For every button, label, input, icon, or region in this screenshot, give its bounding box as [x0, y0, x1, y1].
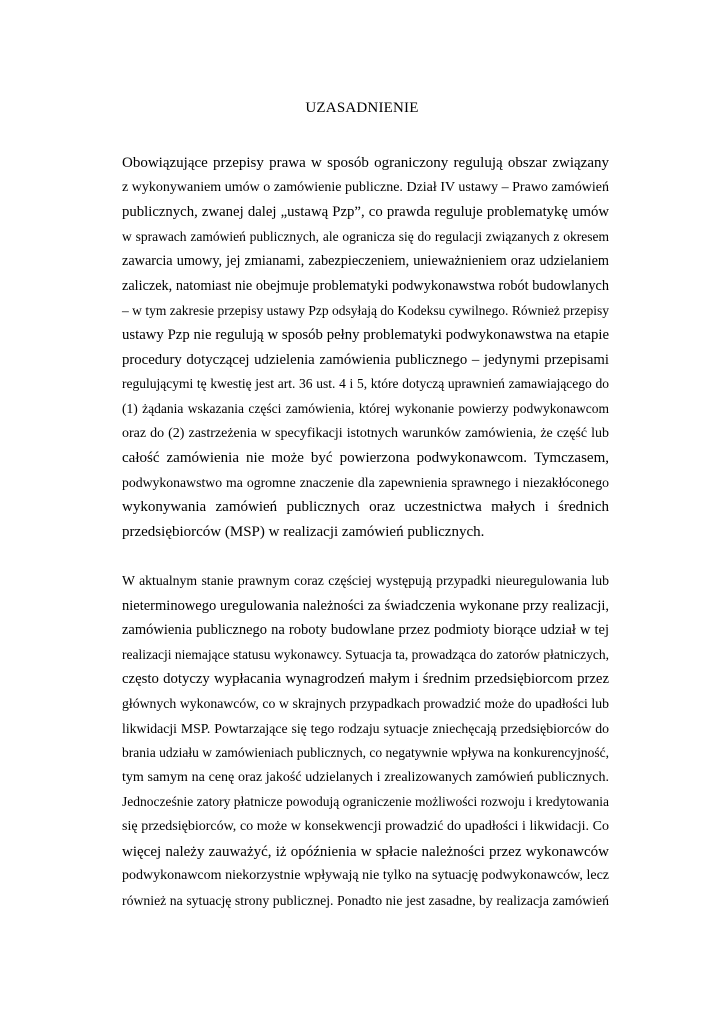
text-line: przedsiębiorców (MSP) w realizacji zamówień publicznych.	[122, 523, 485, 540]
text-line: w sprawach zamówień publicznych, ale ogranicza się do regulacji związanych z okresem	[122, 228, 609, 244]
text-line: podwykonawcom niekorzystnie wpływają nie tylko na sytuację podwykonawców, lecz	[122, 868, 609, 884]
text-line: z wykonywaniem umów o zamówienie publiczne. Dział IV ustawy – Prawo zamówień	[122, 179, 609, 195]
text-line: podwykonawstwo ma ogromne znaczenie dla zapewnienia sprawnego i niezakłóconego	[122, 474, 609, 490]
text-line: brania udziału w zamówieniach publicznych, co negatywnie wpływa na konkurencyjność,	[122, 745, 609, 761]
text-line: Obowiązujące przepisy prawa w sposób ograniczony regulują obszar związany	[122, 155, 609, 171]
text-line: – w tym zakresie przepisy ustawy Pzp odsyłają do Kodeksu cywilnego. Również przepisy	[122, 302, 609, 318]
text-line: więcej należy zauważyć, iż opóźnienia w spłacie należności przez wykonawców	[122, 843, 609, 860]
text-line: zawarcia umowy, jej zmianami, zabezpieczeniem, unieważnieniem oraz udzielaniem	[122, 253, 609, 270]
text-line: regulującymi tę kwestię jest art. 36 ust. 4 i 5, które dotyczą uprawnień zamawiającego do	[122, 376, 609, 392]
text-line: ustawy Pzp nie regulują w sposób pełny problematyki podwykonawstwa na etapie	[122, 327, 609, 344]
document-title: UZASADNIENIE	[305, 100, 419, 116]
text-line: realizacji niemające statusu wykonawcy. Sytuacja ta, prowadząca do zatorów płatniczych,	[122, 646, 609, 662]
text-line: procedury dotyczącej udzielenia zamówienia publicznego – jedynymi przepisami	[122, 351, 609, 368]
paragraph-2	[122, 572, 609, 916]
text-line: zaliczek, natomiast nie obejmuje problematyki podwykonawstwa robót budowlanych	[122, 277, 609, 294]
text-line: zamówienia publicznego na roboty budowlane przez podmioty biorące udział w tej	[122, 622, 609, 639]
text-line: W aktualnym stanie prawnym coraz częściej występują przypadki nieuregulowania lub	[122, 573, 609, 588]
text-line: nieterminowego uregulowania należności za świadczenia wykonane przy realizacji,	[122, 597, 609, 614]
text-line: się przedsiębiorców, co może w konsekwencji prowadzić do upadłości i likwidacji. Co	[122, 818, 609, 834]
text-line: wykonywania zamówień publicznych oraz uczestnictwa małych i średnich	[122, 499, 609, 516]
paragraph-1	[122, 154, 609, 548]
text-line: głównych wykonawców, co w skrajnych przypadkach prowadzić może do upadłości lub	[122, 695, 609, 711]
text-line: często dotyczy wypłacania wynagrodzeń małym i średnim przedsiębiorcom przez	[122, 671, 609, 688]
text-line: oraz do (2) zastrzeżenia w specyfikacji istotnych warunków zamówienia, że część lub	[122, 425, 609, 441]
text-line: tym samym na cenę oraz jakość udzielanych i zrealizowanych zamówień publicznych.	[122, 769, 609, 785]
text-line: (1) żądania wskazania części zamówienia, której wykonanie powierzy podwykonawcom	[122, 400, 609, 416]
text-line: Jednocześnie zatory płatnicze powodują ograniczenie możliwości rozwoju i kredytowania	[122, 794, 609, 810]
text-line: likwidacji MSP. Powtarzające się tego rodzaju sytuacje zniechęcają przedsiębiorców do	[122, 720, 609, 736]
text-line: również na sytuację strony publicznej. Ponadto nie jest zasadne, by realizacja zamówień	[122, 892, 609, 908]
text-line: całość zamówienia nie może być powierzona podwykonawcom. Tymczasem,	[122, 450, 609, 467]
text-line: publicznych, zwanej dalej „ustawą Pzp”, co prawda reguluje problematykę umów	[122, 204, 609, 221]
